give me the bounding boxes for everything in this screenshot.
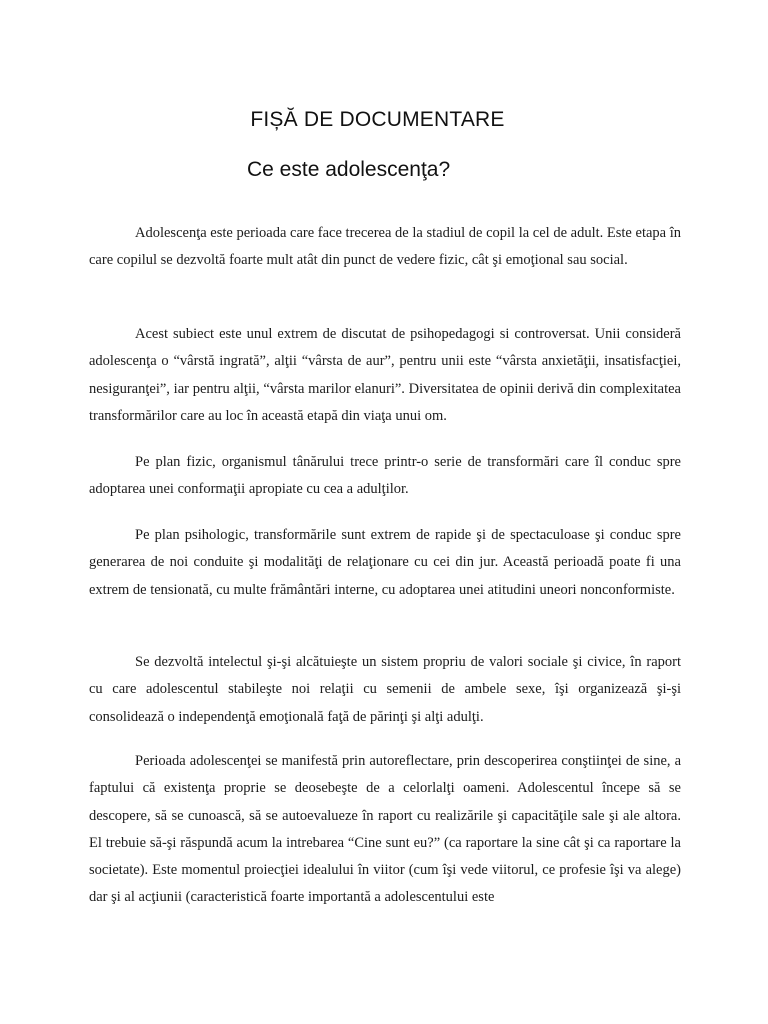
paragraph: Pe plan fizic, organismul tânărului trece printr-o serie de transformări care îl conduc spre adoptarea unei conformaţii apropiate cu cea a adulţilor. — [89, 454, 681, 498]
paragraph: Pe plan psihologic, transformările sunt extrem de rapide şi de spectaculoase şi conduc spre generarea de noi conduite şi modalităţi de relaţionare cu cei din jur. Această perioadă poate fi una extrem de tensionată, cu multe frământări interne, cu adoptarea unei atitudini uneori nonconformiste. — [89, 527, 681, 598]
paragraph: Adolescenţa este perioada care face trecerea de la stadiul de copil la cel de adult. Este etapa în care copilul se dezvoltă foarte mult atât din punct de vedere fizic, cât şi emoţional sau social. — [89, 225, 681, 269]
document-subtitle: Ce este adolescenţa? — [247, 158, 451, 181]
paragraph: Se dezvoltă intelectul şi-şi alcătuieşte un sistem propriu de valori sociale şi civice, în raport cu care adolescentul stabileşte noi relaţii cu semenii de ambele sexe, îşi organizează şi-şi consolidează o independenţă emoţională faţă de părinţi şi alţi adulţi. — [89, 654, 681, 725]
document-title: FIȘĂ DE DOCUMENTARE — [250, 108, 505, 131]
paragraph: Perioada adolescenţei se manifestă prin autoreflectare, prin descoperirea conştiinţei de sine, a faptului că existenţa proprie se deosebeşte de a celorlalţi oameni. Adolescentul începe să se descopere, să se cunoască, să se autoevalueze în raport cu realizările şi capacităţile sale şi ale altora. El trebuie să-şi răspundă acum la intrebarea “Cine sunt eu?” (ca raportare la sine cât şi ca raportare la societate). Este momentul proiecţiei idealului în viitor (cum îşi vede viitorul, ce profesie îşi va alege) dar şi al acţiunii (caracteristică foarte importantă a adolescentului este — [89, 753, 681, 906]
paragraph: Acest subiect este unul extrem de discutat de psihopedagogi si controversat. Unii consideră adolescenţa o “vârstă ingrată”, alţii “vârsta de aur”, pentru unii este “vârsta anxietăţii, insatisfacţiei, nesiguranţei”, iar pentru alţii, “vârsta marilor elanuri”. Diversitatea de opinii derivă din complexitatea transformărilor care au loc în această etapă din viaţa unui om. — [89, 326, 681, 424]
